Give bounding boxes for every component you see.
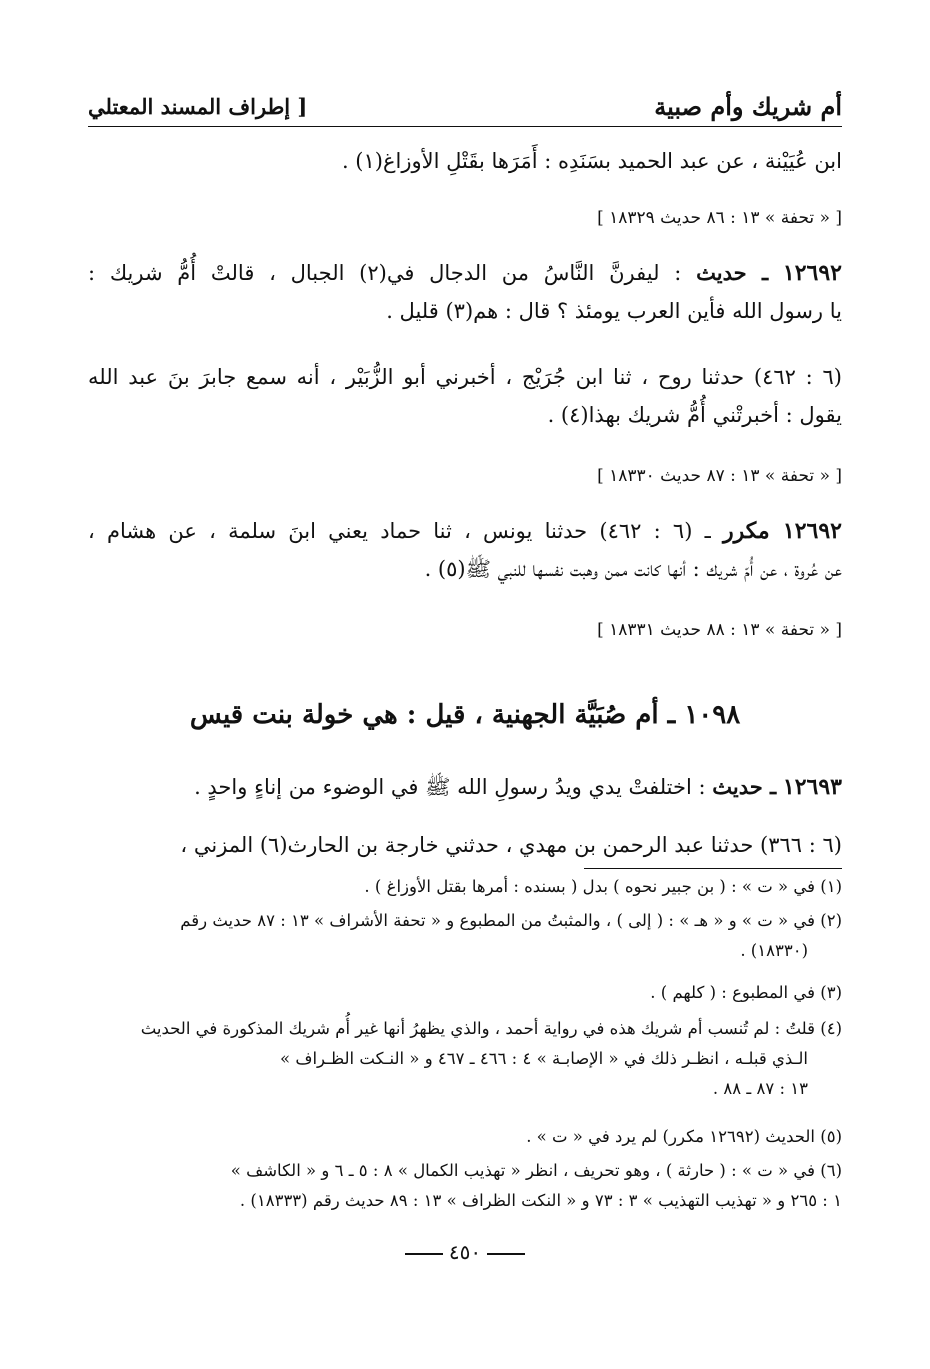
tuhfa-ref-2: [ « تحفة » ١٣ : ٨٧ حديث ١٨٣٣٠ ] — [597, 466, 842, 486]
hadith-line — [88, 254, 842, 292]
header-rule — [88, 126, 842, 127]
footnote-4 — [88, 1014, 842, 1104]
page-number-text: ٤٥٠ — [448, 1240, 482, 1264]
hadith-label: ـ حديث — [696, 260, 769, 285]
hadith-line-2: يا رسول الله فأين العرب يومئذ ؟ قال : هم(٣) قليل . — [386, 299, 842, 323]
footnote-6 — [88, 1156, 842, 1216]
footnote-4-cont2: ١٣ : ٨٧ ـ ٨٨ . — [712, 1079, 808, 1098]
footnote-6-line: (٦) في « ت » : ( حارثة ) ، وهو تحريف ، انظر « تهذيب الكمال » ٨ : ٥ ـ ٦ و « الكاشف » — [230, 1161, 842, 1180]
hadith-number: ١٢٦٩٢ — [782, 260, 842, 286]
footnote-2 — [88, 906, 842, 966]
footnote-rule — [584, 868, 842, 869]
footnote-1: (١) في « ت » : ( بن جبير نحوه ) بدل ( بسنده : أمرها بقتل الأوزاغ ) . — [364, 877, 842, 896]
header-right-title: أم شريك وأم صبية — [654, 92, 842, 121]
tuhfa-ref-1: [ « تحفة » ١٣ : ٨٦ حديث ١٨٣٢٩ ] — [597, 208, 842, 228]
hadith-line-2: عن عُروة ، عن أُمّ شريك : أنها كانت ممن وهبت نفسها للنبي ﷺ(٥) . — [424, 557, 842, 581]
page-number-dash — [487, 1253, 525, 1255]
tuhfa-ref-3: [ « تحفة » ١٣ : ٨٨ حديث ١٨٣٣١ ] — [597, 620, 842, 640]
hadith-text: ـ (٦ : ٤٦٢) حدثنا يونس ، ثنا حماد يعني ابنَ سلمة ، عن هشام ، — [88, 519, 711, 543]
hadith-line — [88, 768, 842, 806]
isnad-12693 — [88, 826, 842, 864]
hadith-number: ١٢٦٩٣ — [782, 774, 842, 800]
footnote-5: (٥) الحديث (١٢٦٩٢ مكرر) لم يرد في « ت » . — [526, 1127, 842, 1146]
running-header — [88, 92, 842, 126]
footnote-3: (٣) في المطبوع : ( كلهم ) . — [650, 983, 842, 1002]
hadith-12692 — [88, 254, 842, 330]
header-left-title: [ إطراف المسند المعتلي — [88, 94, 308, 119]
hadith-text: : اختلفتْ يدي ويدُ رسولِ الله ﷺ في الوضوء من إناءٍ واحدٍ . — [194, 775, 706, 799]
footnote-2-line: (٢) في « ت » و « هـ » : ( إلى ) ، والمثبتُ من المطبوع و « تحفة الأشراف » ١٣ : ٨٧ حديث رقم — [180, 911, 842, 930]
intro-line: ابن عُيَيْنة ، عن عبد الحميد بسَنَدِه : أَمَرَها بقَتْلِ الأوزاغ(١) . — [341, 149, 842, 173]
hadith-12693 — [88, 768, 842, 806]
hadith-label: ـ حديث — [712, 774, 777, 799]
page-number — [0, 1240, 930, 1264]
page-number-dash — [405, 1253, 443, 1255]
hadith-line — [88, 512, 842, 550]
isnad-line-1: (٦ : ٤٦٢) حدثنا روح ، ثنا ابن جُرَيْج ، أخبرني أبو الزُّبَيْر ، أنه سمع جابرَ بنَ عبد الله — [88, 365, 842, 389]
isnad-12692 — [88, 358, 842, 434]
hadith-number: ١٢٦٩٢ مكرر — [722, 518, 842, 544]
footnote-2-cont: (١٨٣٣٠) . — [740, 941, 808, 960]
section-title: ١٠٩٨ ـ أم صُبَيَّة الجهنية ، قيل : هي خولة بنت قيس — [189, 700, 741, 730]
intro-paragraph — [88, 142, 842, 180]
footnote-4-cont: الـذي قبلـه ، انظـر ذلك في « الإصابـة » ٤ : ٤٦٦ ـ ٤٦٧ و « النـكت الظـراف » — [280, 1049, 808, 1068]
isnad-line-2: يقول : أخبرتْني أُمُّ شريك بهذا(٤) . — [547, 403, 842, 427]
hadith-12692-mukarrar — [88, 512, 842, 588]
footnote-4-line: (٤) قلتُ : لم تُنسب أم شريك هذه في رواية أحمد ، والذي يظهرُ أنها غير أُم شريك المذكورة في الحديث — [140, 1019, 842, 1038]
footnote-6-cont: ١ : ٢٦٥ و « تهذيب التهذيب » ٣ : ٧٣ و « النكت الظراف » ١٣ : ٨٩ حديث رقم (١٨٣٣٣) . — [239, 1191, 842, 1210]
isnad-line-1: (٦ : ٣٦٦) حدثنا عبد الرحمن بن مهدي ، حدثني خارجة بن الحارث(٦) المزني ، — [180, 833, 842, 857]
hadith-text: : ليفرنَّ النَّاسُ من الدجال في(٢) الجبال ، قالتْ أُمُّ شريك : — [88, 261, 682, 285]
